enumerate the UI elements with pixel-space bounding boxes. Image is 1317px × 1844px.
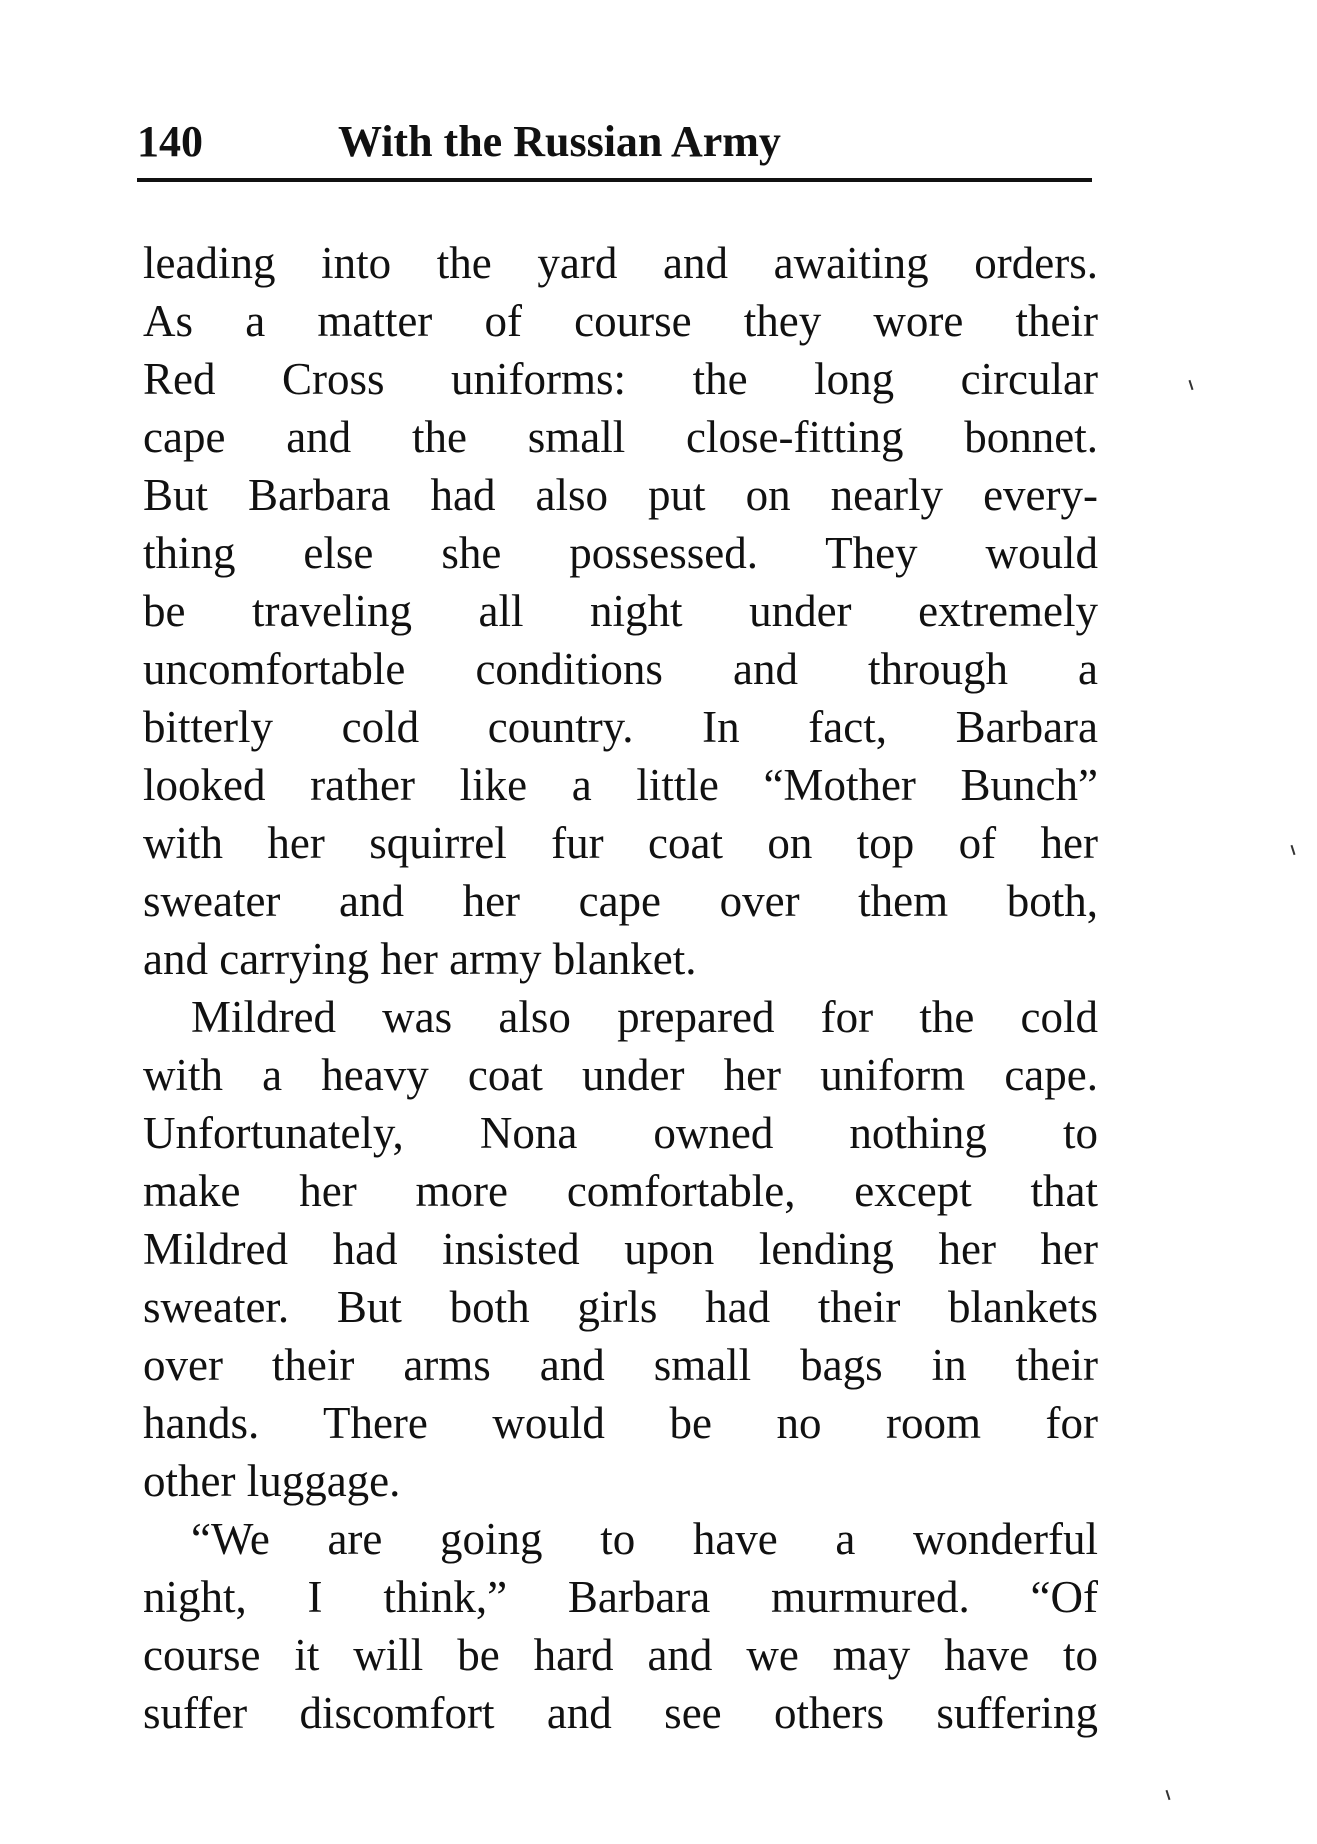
text-line: leading into the yard and awaiting orders. xyxy=(143,238,1098,288)
text-line: and carrying her army blanket. xyxy=(143,934,697,984)
text-line: make her more comfortable, except that xyxy=(143,1166,1098,1216)
text-line: suffer discomfort and see others suffering xyxy=(143,1688,1098,1738)
text-line: Unfortunately, Nona owned nothing to xyxy=(143,1108,1098,1158)
page-number: 140 xyxy=(137,117,203,166)
header-rule xyxy=(137,178,1092,182)
text-line: Mildred had insisted upon lending her her xyxy=(143,1224,1098,1274)
text-line: thing else she possessed. They would xyxy=(143,528,1098,578)
text-line: uncomfortable conditions and through a xyxy=(143,644,1098,694)
text-line: over their arms and small bags in their xyxy=(143,1340,1098,1390)
text-line: But Barbara had also put on nearly every- xyxy=(143,470,1098,520)
text-line: Mildred was also prepared for the cold xyxy=(191,992,1098,1042)
body-text xyxy=(143,234,1098,1742)
text-line: Red Cross uniforms: the long circular xyxy=(143,354,1098,404)
scan-speck xyxy=(1166,1790,1171,1800)
page-header xyxy=(137,112,1092,172)
text-line: looked rather like a little “Mother Bunch” xyxy=(143,760,1098,810)
text-line: other luggage. xyxy=(143,1456,401,1506)
text-line: course it will be hard and we may have to xyxy=(143,1630,1098,1680)
scan-speck xyxy=(1189,380,1194,390)
text-line: bitterly cold country. In fact, Barbara xyxy=(143,702,1098,752)
text-line: sweater and her cape over them both, xyxy=(143,876,1098,926)
text-line: night, I think,” Barbara murmured. “Of xyxy=(143,1572,1098,1622)
running-title: With the Russian Army xyxy=(338,117,781,166)
text-line: with her squirrel fur coat on top of her xyxy=(143,818,1098,868)
text-line: hands. There would be no room for xyxy=(143,1398,1098,1448)
text-line: “We are going to have a wonderful xyxy=(191,1514,1098,1564)
text-line: with a heavy coat under her uniform cape. xyxy=(143,1050,1098,1100)
text-line: be traveling all night under extremely xyxy=(143,586,1098,636)
text-line: cape and the small close-fitting bonnet. xyxy=(143,412,1098,462)
text-line: sweater. But both girls had their blankets xyxy=(143,1282,1098,1332)
text-line: As a matter of course they wore their xyxy=(143,296,1098,346)
scan-speck xyxy=(1291,845,1296,855)
